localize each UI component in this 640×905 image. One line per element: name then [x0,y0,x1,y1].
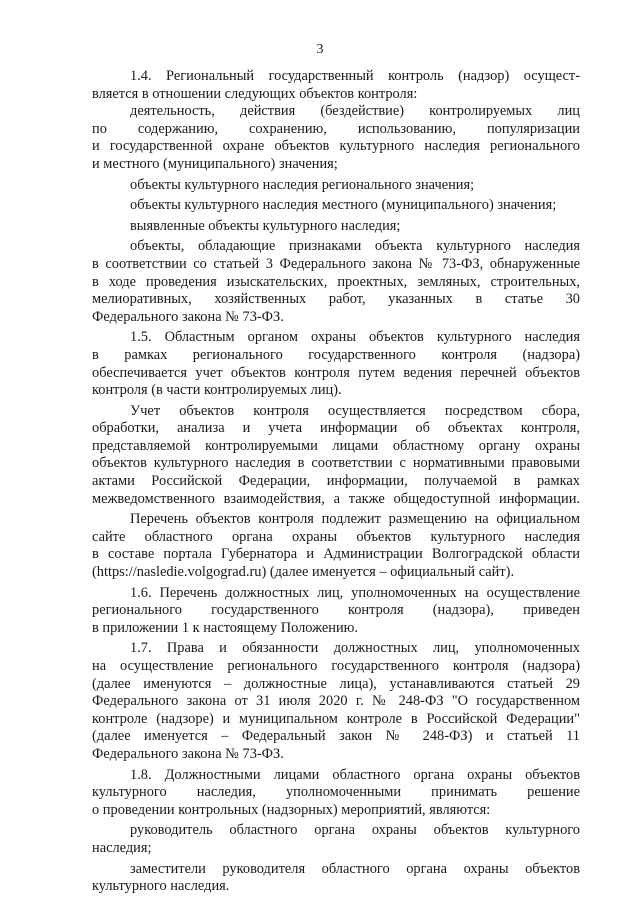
text-line: (https://nasledie.volgograd.ru) (далее именуется – официальный сайт). [92,564,515,581]
text-line: о проведении контрольных (надзорных) мероприятий, являются: [92,801,491,818]
text-line: 1.5. Областным органом охраны объектов культурного наследия [130,329,580,346]
text-line: объекты культурного наследия местного (муниципального) значения; [130,197,557,214]
text-line: наследия; [92,839,152,856]
text-line: контроля (в части контролируемых лиц). [92,382,342,399]
page-number: 3 [316,42,324,57]
text-line: выявленные объекты культурного наследия; [130,217,401,234]
text-line: объекты, обладающие признаками объекта культурного наследия [130,238,580,255]
text-line: актами Российской Федерации, информации, получаемой в рамках [92,473,580,490]
text-line: обеспечивается учет объектов контроля путем ведения перечней объектов [92,364,580,381]
text-line: Федерального закона от 31 июля 2020 г. № 248-ФЗ "О государственном [92,693,580,710]
document-body [92,68,580,896]
text-line: в рамках регионального государственного контроля (надзора) [92,346,580,363]
text-line: объекты культурного наследия регионального значения; [130,176,475,193]
text-line: регионального государственного контроля (надзора), приведен [92,602,580,619]
text-line: (далее именуются – должностные лица), устанавливаются статьей 29 [92,675,580,692]
text-line: представляемой контролируемыми лицами областному органу охраны [92,437,580,454]
text-line: сайте областного органа охраны объектов культурного наследия [92,528,580,545]
text-line: Учет объектов контроля осуществляется посредством сбора, [130,402,580,419]
text-line: Федерального закона № 73-ФЗ. [92,745,284,762]
text-line: 1.6. Перечень должностных лиц, уполномоченных на осуществление [130,584,580,601]
text-line: объектов культурного наследия в соответствии с нормативными правовыми [92,455,580,472]
text-line: руководитель областного органа охраны объектов культурного [130,822,580,839]
text-line: (далее именуется – Федеральный закон № 248-ФЗ) и статьей 11 [92,728,580,745]
text-line: обработки, анализа и учета информации об объектах контроля, [92,420,580,437]
text-line: в приложении 1 к настоящему Положению. [92,619,359,636]
text-line: и государственной охране объектов культурного наследия регионального [92,138,580,155]
text-line: культурного наследия, уполномоченными принимать решение [92,784,580,801]
text-line: контроле (надзоре) и муниципальном контроле в Российской Федерации" [92,710,580,727]
text-line: вляется в отношении следующих объектов контроля: [92,85,418,102]
text-line: Перечень объектов контроля подлежит размещению на официальном [130,511,580,528]
text-line: по содержанию, сохранению, использованию, популяризации [92,120,580,137]
text-line: культурного наследия. [92,878,230,895]
text-line: на осуществление регионального государственного контроля (надзора) [92,658,580,674]
text-line: и местного (муниципального) значения; [92,155,338,172]
text-line: 1.8. Должностными лицами областного органа охраны объектов [130,766,580,783]
text-line: 1.7. Права и обязанности должностных лиц, уполномоченных [130,640,580,657]
text-line: деятельность, действия (бездействие) контролируемых лиц [130,103,580,120]
text-line: 1.4. Региональный государственный контроль (надзор) осущест- [130,68,580,84]
text-line: в соответствии со статьей 3 Федерального закона № 73-ФЗ, обнаруженные [92,255,580,272]
text-line: межведомственного взаимодействия, а также общедоступной информации. [92,490,580,507]
text-line: заместители руководителя областного органа охраны объектов [130,860,580,877]
text-line: в составе портала Губернатора и Администрации Волгоградской области [92,546,580,563]
text-line: Федерального закона № 73-ФЗ. [92,308,284,325]
text-line: в ходе проведения изыскательских, проектных, земляных, строительных, [92,273,580,290]
text-line: мелиоративных, хозяйственных работ, указанных в статье 30 [92,291,580,308]
